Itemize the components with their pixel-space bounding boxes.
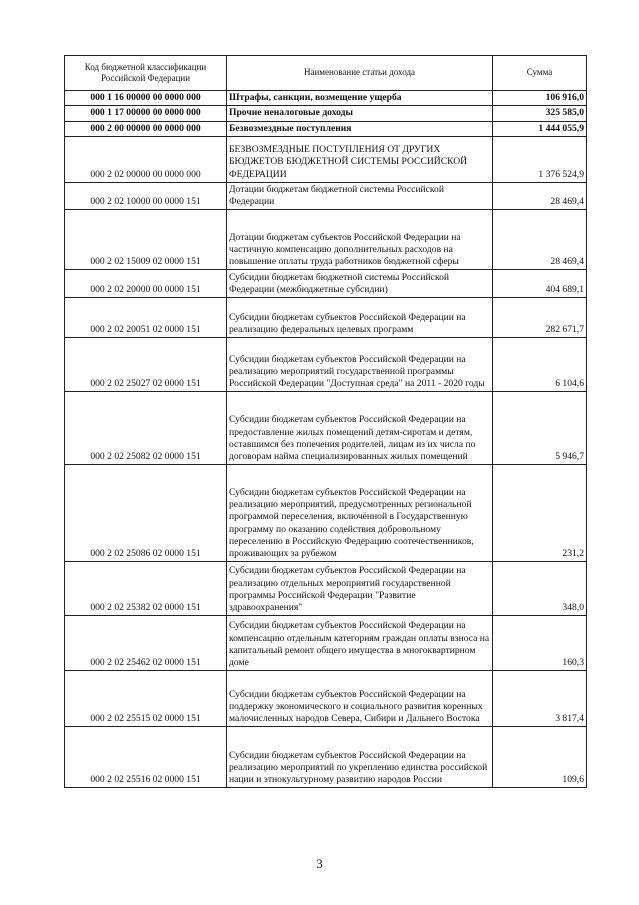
name-cell: Безвозмездные поступления: [227, 121, 493, 136]
header-code-cell: Код бюджетной классификации Российской Федерации: [65, 56, 227, 91]
table-row: [65, 671, 587, 727]
code-cell: 000 2 02 25027 02 0000 151: [65, 338, 227, 392]
sum-cell: 28 469,4: [493, 182, 587, 210]
name-cell: Субсидии бюджетам бюджетной системы Российской Федерации (межбюджетные субсидии): [227, 270, 493, 298]
sum-cell: 348,0: [493, 562, 587, 616]
name-cell: Субсидии бюджетам субъектов Российской Федерации на реализацию мероприятий, предусмотренных региональной программой переселения, включённой в Государственную программу по оказанию содействия добровольному переселению в Российскую Федерацию соотечественников, проживающих за рубежом: [227, 465, 493, 562]
table-row: [65, 91, 587, 106]
name-cell: Субсидии бюджетам субъектов Российской Федерации на предоставление жилых помещений детям-сиротам и детям, оставшимся без попечения родителей, лицам из их числа по договорам найма специализированных жилых помещений: [227, 392, 493, 465]
table-row: [65, 106, 587, 121]
name-cell: Субсидии бюджетам субъектов Российской Федерации на компенсацию отдельным категориям граждан оплаты взноса на капитальный ремонт общего имущества в многоквартирном доме: [227, 616, 493, 671]
sum-cell: 1 376 524,9: [493, 136, 587, 182]
code-cell: 000 2 02 25082 02 0000 151: [65, 392, 227, 465]
table-row: [65, 338, 587, 392]
table-row: [65, 616, 587, 671]
sum-cell: 5 946,7: [493, 392, 587, 465]
sum-cell: 106 916,0: [493, 91, 587, 106]
code-cell: 000 2 00 00000 00 0000 000: [65, 121, 227, 136]
code-cell: 000 2 02 25516 02 0000 151: [65, 727, 227, 788]
code-cell: 000 2 02 00000 00 0000 000: [65, 136, 227, 182]
table-row: [65, 182, 587, 210]
sum-cell: 404 689,1: [493, 270, 587, 298]
code-cell: 000 2 02 20000 00 0000 151: [65, 270, 227, 298]
sum-cell: 160,3: [493, 616, 587, 671]
table-row: [65, 392, 587, 465]
code-cell: 000 2 02 25515 02 0000 151: [65, 671, 227, 727]
table-header-row: [65, 56, 587, 91]
sum-cell: 1 444 055,9: [493, 121, 587, 136]
sum-cell: 325 585,0: [493, 106, 587, 121]
table-row: [65, 270, 587, 298]
name-cell: Субсидии бюджетам субъектов Российской Федерации на реализацию мероприятий государственной программы Российской Федерации "Доступная среда" на 2011 - 2020 годы: [227, 338, 493, 392]
code-cell: 000 2 02 25382 02 0000 151: [65, 562, 227, 616]
sum-cell: 109,6: [493, 727, 587, 788]
name-cell: Дотации бюджетам субъектов Российской Федерации на частичную компенсацию дополнительных расходов на повышение оплаты труда работников бюджетной сферы: [227, 210, 493, 270]
name-cell: Прочие неналоговые доходы: [227, 106, 493, 121]
sum-cell: 28 469,4: [493, 210, 587, 270]
table-row: [65, 465, 587, 562]
page-number: 3: [316, 856, 323, 871]
header-name-cell: Наименование статьи дохода: [227, 56, 493, 91]
code-cell: 000 2 02 15009 02 0000 151: [65, 210, 227, 270]
header-sum-cell: Сумма: [493, 56, 587, 91]
table-row: [65, 562, 587, 616]
name-cell: Штрафы, санкции, возмещение ущерба: [227, 91, 493, 106]
code-cell: 000 1 16 00000 00 0000 000: [65, 91, 227, 106]
table-row: [65, 121, 587, 136]
code-cell: 000 2 02 25086 02 0000 151: [65, 465, 227, 562]
table-row: [65, 210, 587, 270]
table-row: [65, 727, 587, 788]
budget-income-table: [64, 55, 587, 788]
code-cell: 000 2 02 25462 02 0000 151: [65, 616, 227, 671]
name-cell: Субсидии бюджетам субъектов Российской Федерации на реализацию мероприятий по укреплению единства российской нации и этнокультурному развитию народов России: [227, 727, 493, 788]
sum-cell: 282 671,7: [493, 298, 587, 338]
code-cell: 000 2 02 10000 00 0000 151: [65, 182, 227, 210]
name-cell: Субсидии бюджетам субъектов Российской Федерации на реализацию федеральных целевых программ: [227, 298, 493, 338]
name-cell: Дотации бюджетам бюджетной системы Российской Федерации: [227, 182, 493, 210]
sum-cell: 6 104,6: [493, 338, 587, 392]
name-cell: БЕЗВОЗМЕЗДНЫЕ ПОСТУПЛЕНИЯ ОТ ДРУГИХ БЮДЖЕТОВ БЮДЖЕТНОЙ СИСТЕМЫ РОССИЙСКОЙ ФЕДЕРАЦИИ: [227, 136, 493, 182]
name-cell: Субсидии бюджетам субъектов Российской Федерации на реализацию отдельных мероприятий государственной программы Российской Федерации "Развитие здравоохранения": [227, 562, 493, 616]
table-body: [65, 91, 587, 788]
table-row: [65, 136, 587, 182]
name-cell: Субсидии бюджетам субъектов Российской Федерации на поддержку экономического и социального развития коренных малочисленных народов Севера, Сибири и Дальнего Востока: [227, 671, 493, 727]
code-cell: 000 1 17 00000 00 0000 000: [65, 106, 227, 121]
table-row: [65, 298, 587, 338]
sum-cell: 231,2: [493, 465, 587, 562]
sum-cell: 3 817,4: [493, 671, 587, 727]
code-cell: 000 2 02 20051 02 0000 151: [65, 298, 227, 338]
